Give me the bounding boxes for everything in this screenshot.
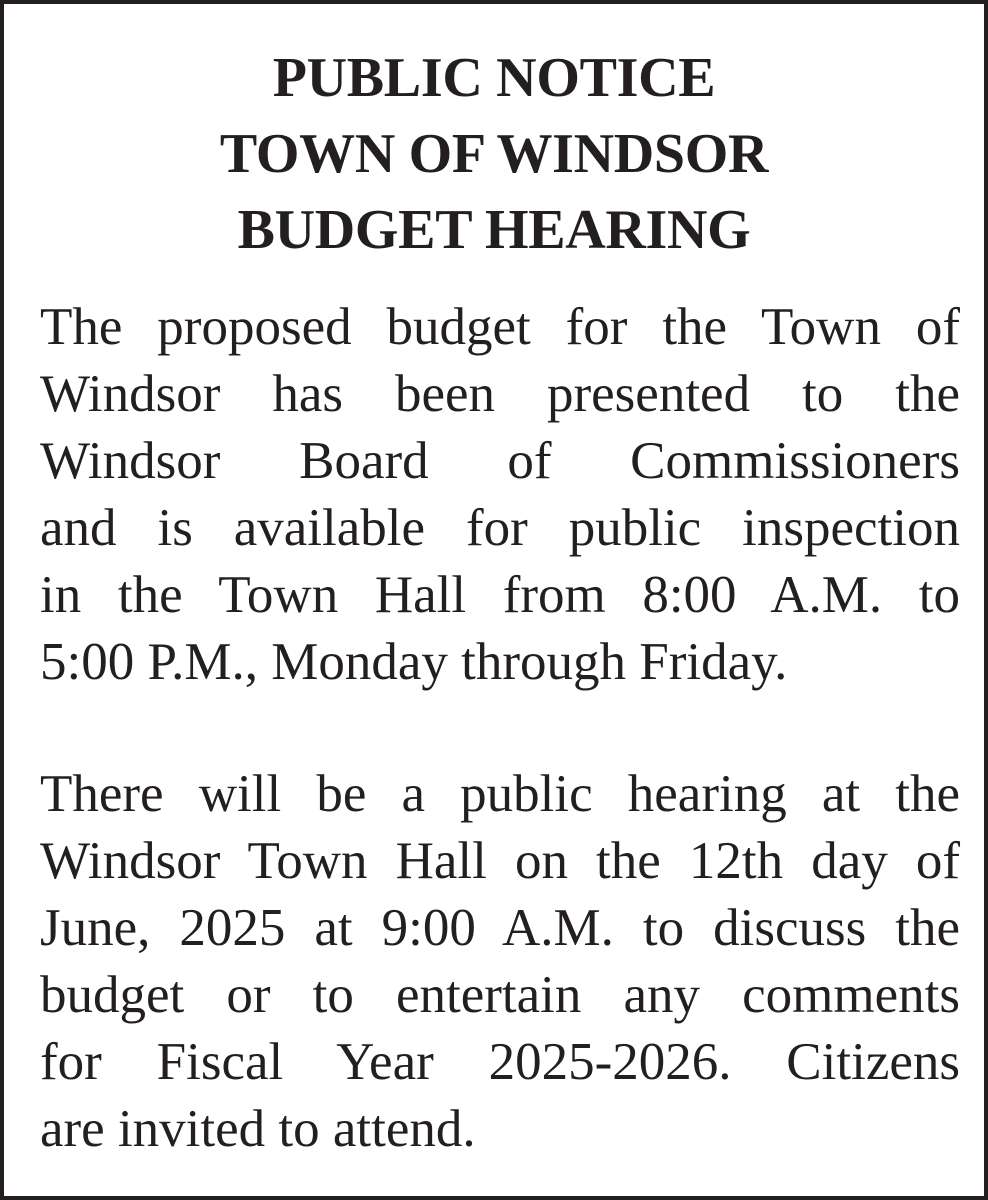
paragraph-line: Windsor has been presented to the (40, 365, 960, 423)
public-hearing-paragraph (40, 761, 960, 1163)
paragraph-line: Windsor Town Hall on the 12th day of (40, 832, 960, 890)
paragraph-line: There will be a public hearing at the (40, 765, 960, 823)
paragraph-line: in the Town Hall from 8:00 A.M. to (40, 566, 960, 624)
paragraph-line: and is available for public inspection (40, 499, 960, 557)
paragraph-line: are invited to attend. (40, 1100, 476, 1158)
paragraph-line: June, 2025 at 9:00 A.M. to discuss the (40, 899, 960, 957)
notice-heading (4, 40, 984, 268)
heading-line-public-notice: PUBLIC NOTICE (272, 47, 716, 109)
heading-line-budget-hearing: BUDGET HEARING (237, 199, 751, 261)
paragraph-line: Windsor Board of Commissioners (40, 432, 960, 490)
budget-availability-paragraph (40, 294, 960, 696)
heading-line-town: TOWN OF WINDSOR (219, 123, 769, 185)
paragraph-line: The proposed budget for the Town of (40, 298, 960, 356)
paragraph-line: for Fiscal Year 2025-2026. Citizens (40, 1033, 960, 1091)
paragraph-line: budget or to entertain any comments (40, 966, 960, 1024)
paragraph-line: 5:00 P.M., Monday through Friday. (40, 633, 788, 691)
